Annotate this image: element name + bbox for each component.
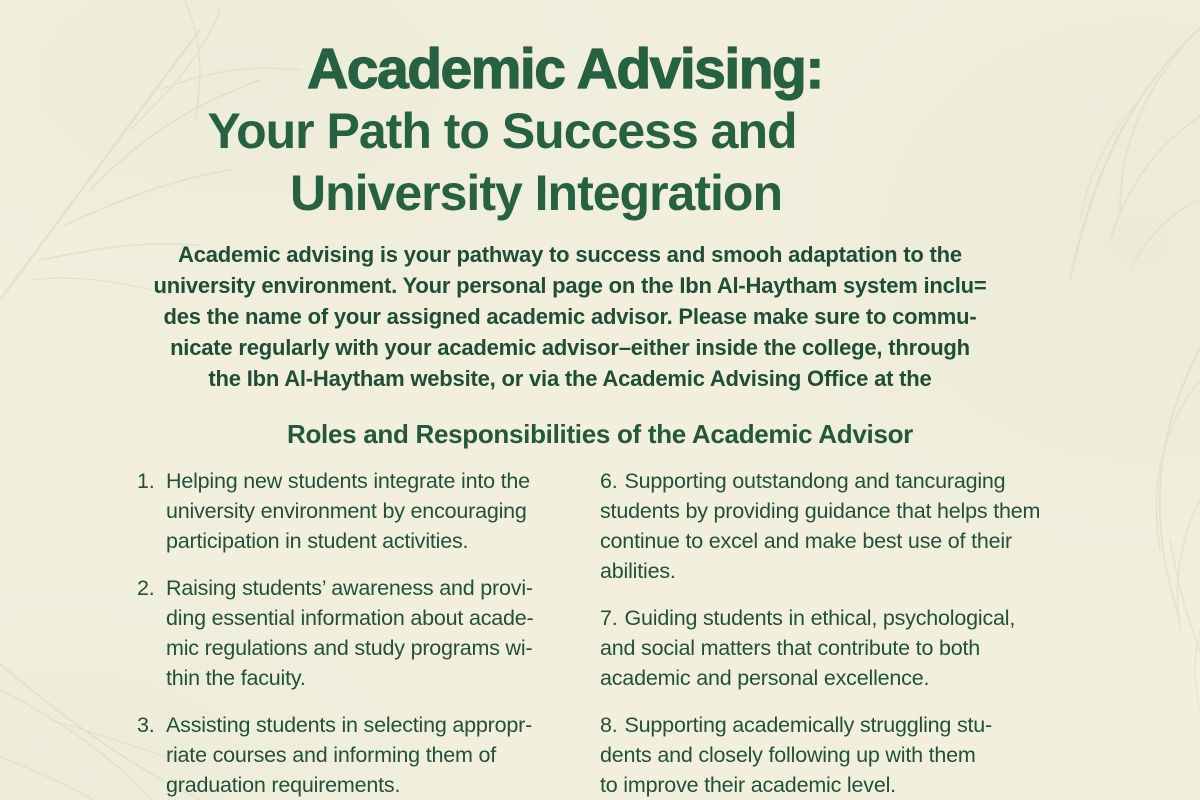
item-line: Assisting students in selecting appropr- — [166, 713, 533, 737]
item-line: university environment by encouraging — [166, 499, 527, 523]
item-line: dents and closely following up with them — [600, 743, 976, 767]
page-title — [0, 38, 1200, 224]
item-number: 8. — [600, 713, 618, 737]
item-text — [166, 710, 600, 800]
item-line: graduation requirements. — [166, 773, 401, 797]
item-line: students by providing guidance that helps them — [600, 499, 1041, 523]
intro-line: university environment. Your personal page on the Ibn Al-Haytham system inclu= — [153, 273, 987, 298]
list-item — [137, 573, 600, 693]
intro-line: Academic advising is your pathway to success and smooh adaptation to the — [178, 242, 962, 267]
intro-line: des the name of your assigned academic advisor. Please make sure to commu- — [163, 304, 977, 329]
list-item — [137, 710, 600, 800]
item-line: ding essential information about acade- — [166, 606, 534, 630]
list-item — [137, 466, 600, 556]
item-number: 1. — [137, 469, 155, 493]
item-line: participation in student activities. — [166, 529, 469, 553]
item-text — [166, 466, 600, 556]
intro-line: the Ibn Al-Haytham website, or via the Academic Advising Office at the — [208, 366, 932, 391]
item-line — [600, 603, 1090, 633]
poster-content — [0, 38, 1200, 800]
item-line: Helping new students integrate into the — [166, 469, 530, 493]
intro-paragraph — [40, 239, 1100, 394]
item-line: Raising students’ awareness and provi- — [166, 576, 533, 600]
item-line-text: Supporting academically struggling stu- — [624, 713, 992, 737]
item-text — [166, 573, 600, 693]
roles-column-left — [137, 466, 600, 800]
item-line: mic regulations and study programs wi- — [166, 636, 533, 660]
item-line: academic and personal excellence. — [600, 666, 930, 690]
title-line: Academic Advising: — [307, 37, 823, 101]
item-line: thin the facuity. — [166, 666, 306, 690]
item-number: 7. — [600, 606, 618, 630]
roles-column-right — [600, 466, 1090, 800]
item-line-text: Supporting outstandong and tancuraging — [624, 469, 1006, 493]
item-line: continue to excel and make best use of their — [600, 529, 1012, 553]
item-line — [600, 710, 1090, 740]
title-line: Your Path to Success and — [207, 103, 797, 159]
intro-line: nicate regularly with your academic advisor–either inside the college, through — [170, 335, 970, 360]
item-line-text: Guiding students in ethical, psychological, — [624, 606, 1016, 630]
roles-columns — [0, 466, 1200, 800]
item-line — [600, 466, 1090, 496]
item-number: 6. — [600, 469, 618, 493]
list-item — [600, 710, 1090, 800]
title-line: University Integration — [290, 165, 782, 221]
section-heading: Roles and Responsibilities of the Academic Advisor — [287, 419, 913, 449]
list-item — [600, 603, 1090, 693]
item-line: to improve their academic level. — [600, 773, 896, 797]
item-line: riate courses and informing them of — [166, 743, 496, 767]
item-line: abilities. — [600, 559, 676, 583]
item-line: and social matters that contribute to both — [600, 636, 981, 660]
item-number: 3. — [137, 713, 155, 737]
list-item — [600, 466, 1090, 586]
item-number: 2. — [137, 576, 155, 600]
